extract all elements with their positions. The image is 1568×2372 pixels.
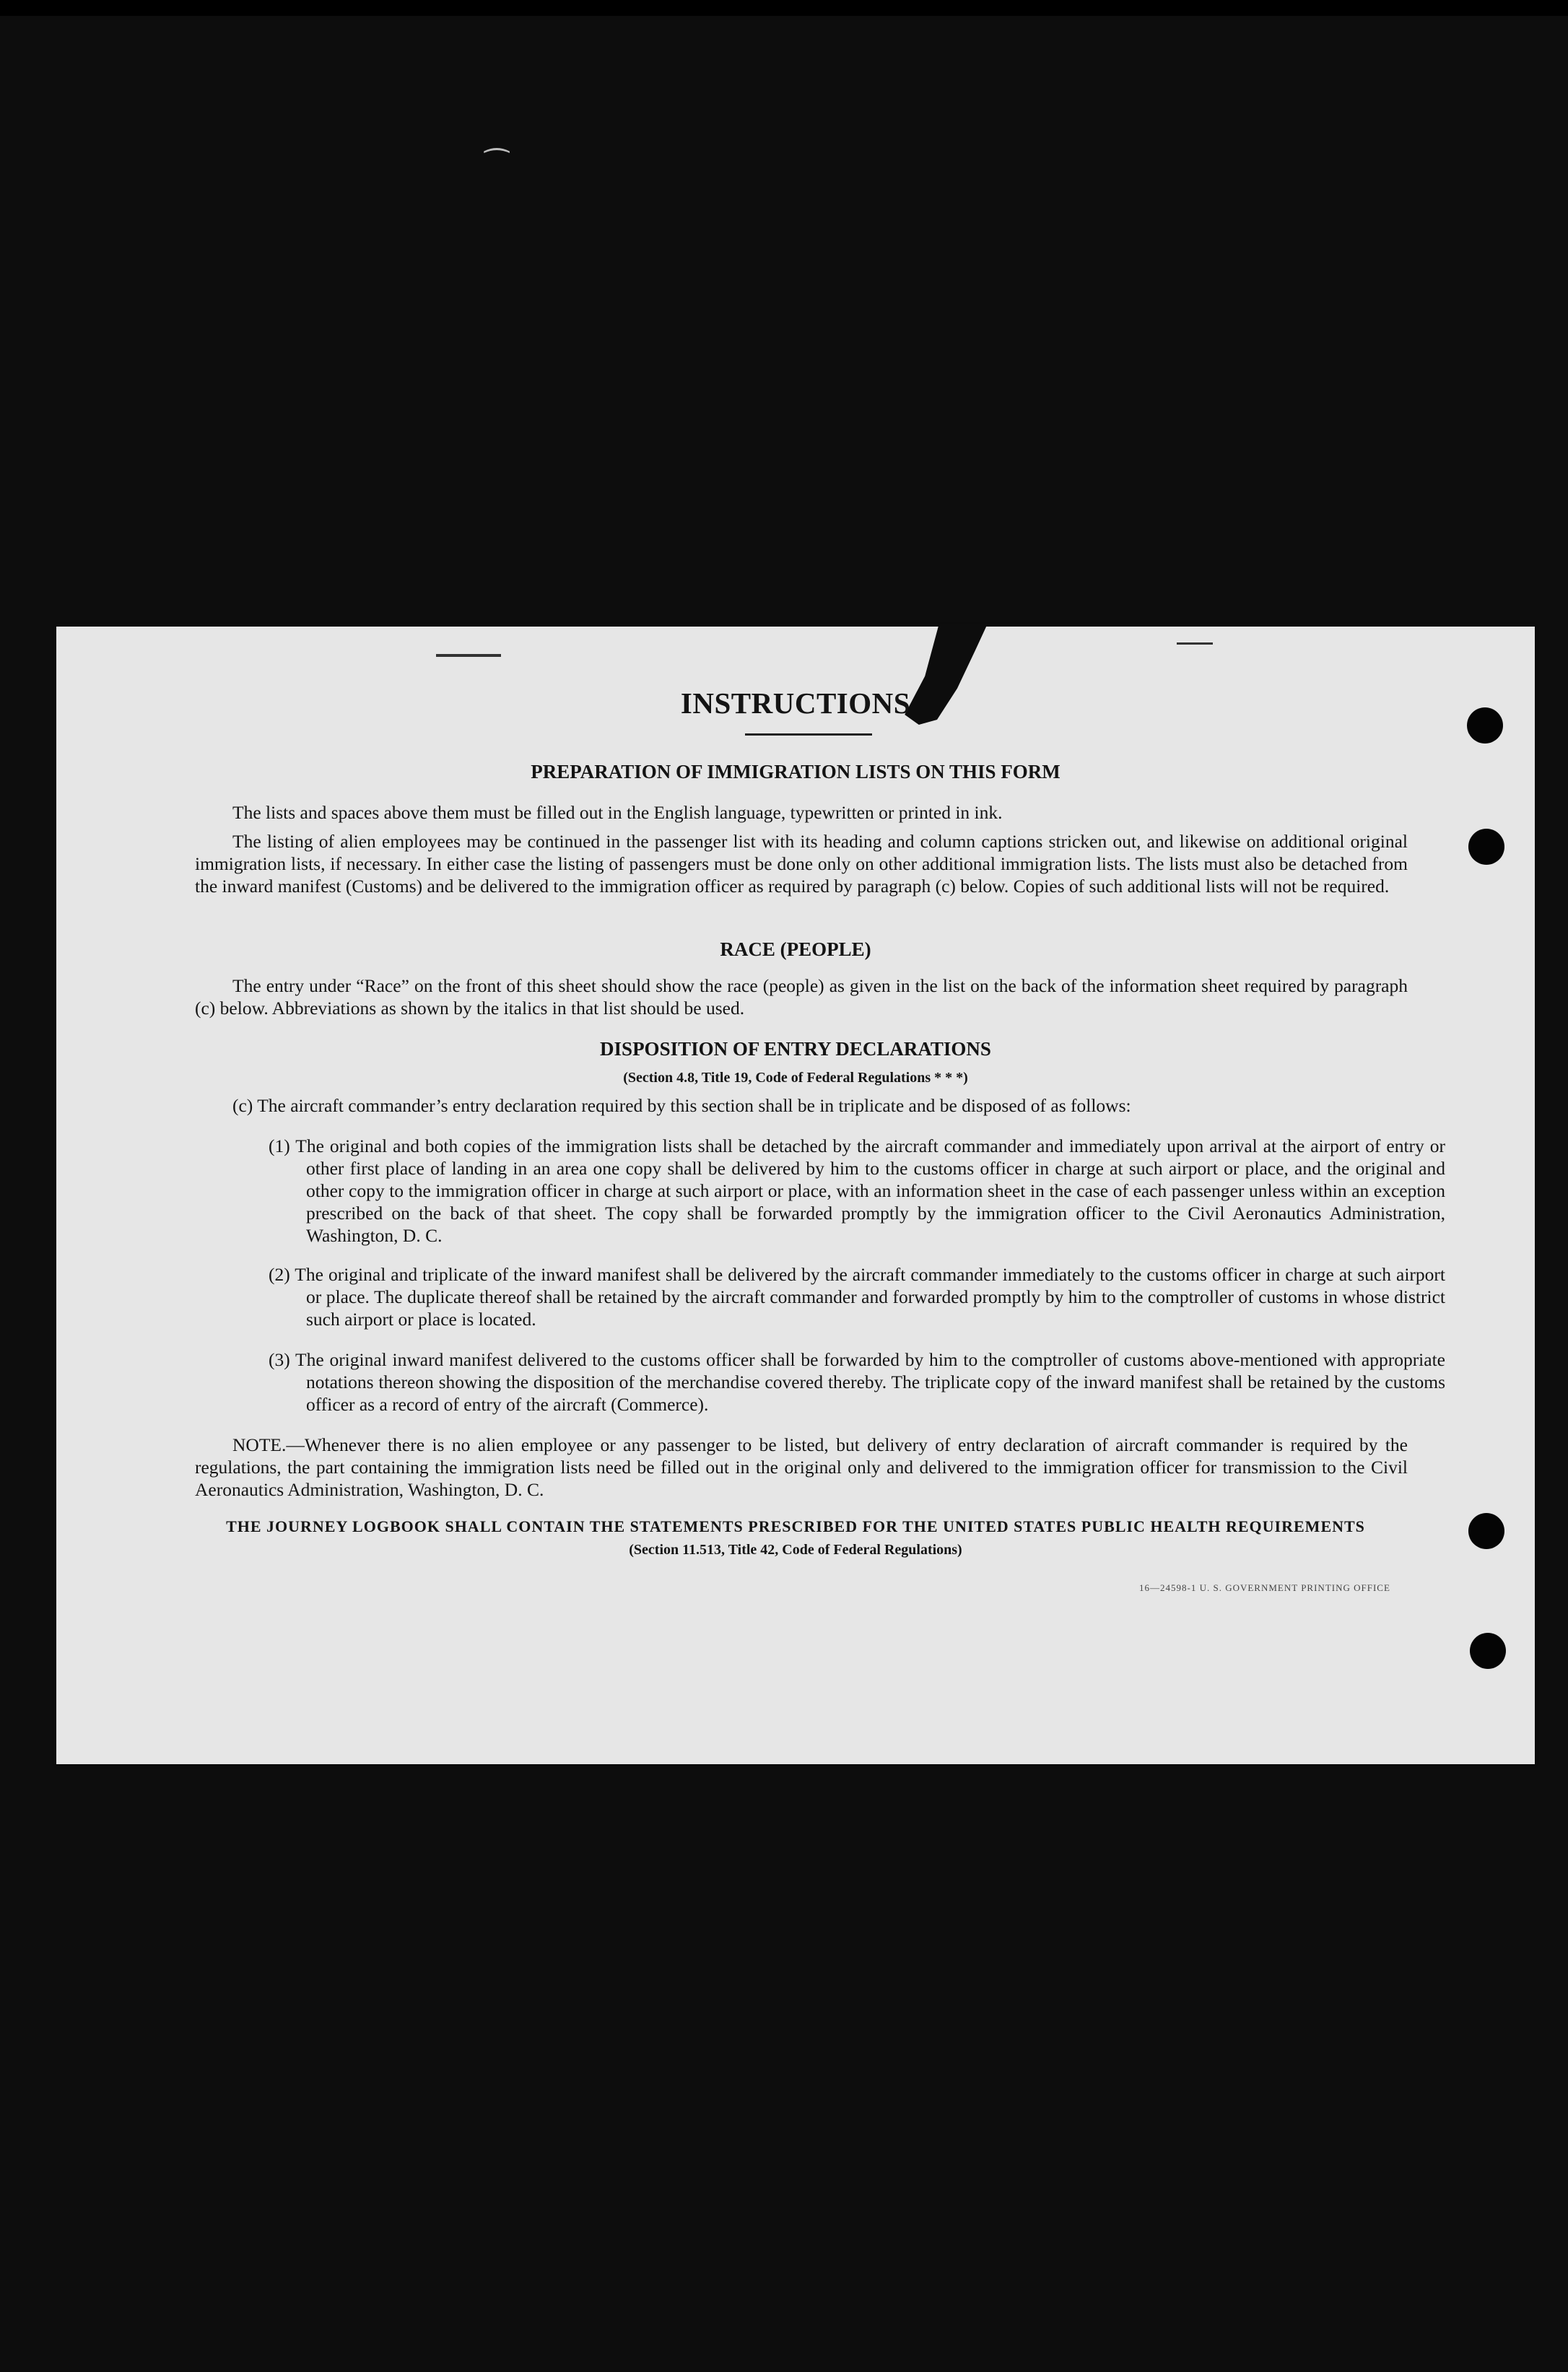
printer-code: 16—24598-1 U. S. GOVERNMENT PRINTING OFFICE	[1139, 1582, 1390, 1593]
logbook-statement: THE JOURNEY LOGBOOK SHALL CONTAIN THE STATEMENTS PRESCRIBED FOR THE UNITED STATES PUBLIC HEALTH REQUIREMENTS	[226, 1517, 1365, 1535]
logbook-citation: (Section 11.513, Title 42, Code of Federal Regulations)	[629, 1542, 962, 1558]
punch-hole	[1470, 1633, 1506, 1669]
ink-mark	[1177, 642, 1213, 645]
disposition-item-1: (1) The original and both copies of the immigration lists shall be detached by the aircraft commander and immediately upon arrival at the airport of entry or other first place of landing in an area one copy shall be delivered by him to the customs officer in charge at such airport or place, and the original and other copy to the immigration officer in charge at such airport or place, with an information sheet in the case of each passenger unless within an exception prescribed on the back of that sheet. The copy shall be forwarded promptly by the immigration officer to the Civil Aeronautics Administration, Washington, D. C.	[269, 1135, 1445, 1246]
disposition-item-3: (3) The original inward manifest delivered to the customs officer shall be forwarded by him to the comptroller of customs above-mentioned with appropriate notations thereon showing the disposition of the merchandise covered thereby. The triplicate copy of the inward manifest shall be retained by the customs officer as a record of entry of the aircraft (Commerce).	[269, 1349, 1445, 1415]
preparation-paragraph-1: The lists and spaces above them must be filled out in the English language, typewritten or printed in ink.	[232, 802, 1003, 823]
ink-mark	[436, 654, 501, 657]
page-title: INSTRUCTIONS	[680, 686, 911, 720]
disposition-heading: DISPOSITION OF ENTRY DECLARATIONS	[600, 1038, 991, 1060]
disposition-citation: (Section 4.8, Title 19, Code of Federal Regulations * * *)	[623, 1070, 968, 1086]
race-heading: RACE (PEOPLE)	[720, 938, 871, 960]
preparation-paragraph-2: The listing of alien employees may be continued in the passenger list with its heading and column captions stricken out, and likewise on additional original immigration lists, if necessary. In either case the listing of passengers must be done only on other additional immigration lists. The lists must also be detached from the inward manifest (Customs) and be delivered to the immigration officer as required by paragraph (c) below. Copies of such additional lists will not be required.	[195, 831, 1408, 897]
punch-hole	[1468, 829, 1504, 865]
race-paragraph: The entry under “Race” on the front of this sheet should show the race (people) as given in the list on the back of the information sheet required by paragraph (c) below. Abbreviations as shown by the italics in that list should be used.	[195, 975, 1408, 1019]
scanner-top-band	[0, 0, 1568, 16]
disposition-intro: (c) The aircraft commander’s entry declaration required by this section shall be in triplicate and be disposed of as follows:	[232, 1095, 1131, 1116]
instruction-sheet	[56, 627, 1535, 1764]
title-underline	[745, 733, 872, 736]
disposition-item-2: (2) The original and triplicate of the inward manifest shall be delivered by the aircraft commander immediately to the customs officer in charge at such airport or place. The duplicate thereof shall be retained by the aircraft commander and forwarded promptly by him to the comptroller of customs in whose district such airport or place is located.	[269, 1264, 1445, 1330]
note-paragraph: NOTE.—Whenever there is no alien employee or any passenger to be listed, but delivery of entry declaration of aircraft commander is required by the regulations, the part containing the immigration lists need be filled out in the original only and delivered to the immigration officer for transmission to the Civil Aeronautics Administration, Washington, D. C.	[195, 1434, 1408, 1500]
scan-speck-mark: ⁀	[485, 149, 509, 182]
preparation-heading: PREPARATION OF IMMIGRATION LISTS ON THIS FORM	[531, 761, 1060, 782]
